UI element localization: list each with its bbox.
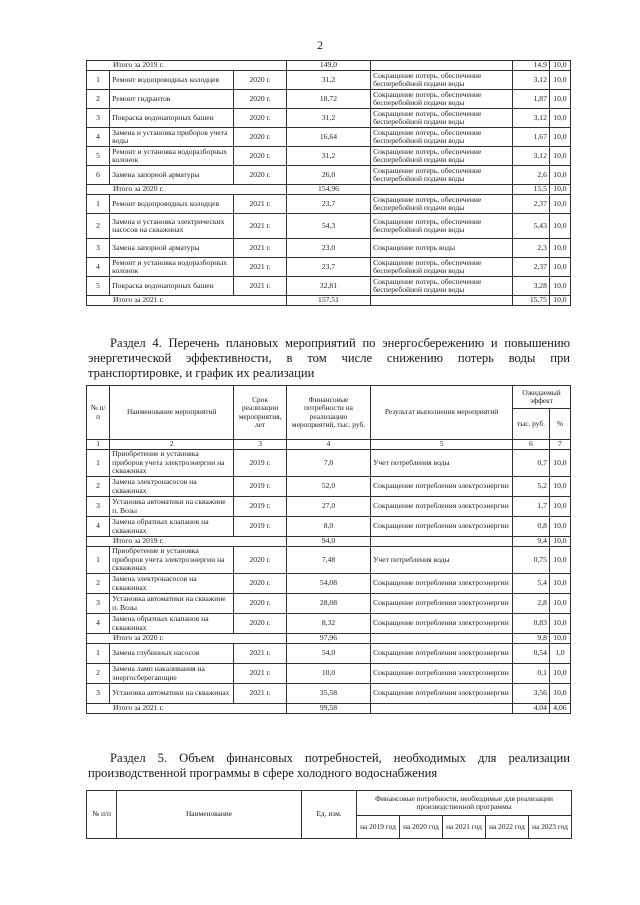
- effect-rub: 2,8: [513, 594, 550, 614]
- measure-cost: 31,2: [286, 71, 370, 90]
- measure-year: 2021 г.: [234, 195, 287, 214]
- row-number: 2: [87, 574, 110, 594]
- table-row: [87, 664, 571, 684]
- measure-result: Сокращение потерь, обеспечение бесперебойной подачи воды: [371, 166, 513, 185]
- header-effect-pct: %: [549, 409, 570, 440]
- row-number: 5: [87, 277, 110, 296]
- measure-year: 2021 г.: [234, 239, 287, 258]
- measure-cost: 31,2: [286, 109, 370, 128]
- total-result: [371, 185, 513, 195]
- measure-name: Ремонт и установка водоразборных колонок: [110, 147, 234, 166]
- measure-name: Установка автоматики на скважине п. Возы: [110, 497, 234, 517]
- effect-pct: 10,0: [549, 195, 570, 214]
- measure-name: Покраска водонапорных башен: [110, 277, 234, 296]
- column-number: 2: [110, 440, 234, 450]
- column-number: 4: [286, 440, 370, 450]
- measure-cost: 32,81: [286, 277, 370, 296]
- column-number: 6: [513, 440, 550, 450]
- column-number: 3: [234, 440, 287, 450]
- total-effect-pct: 10,0: [549, 634, 570, 644]
- row-number: 3: [87, 684, 110, 704]
- measure-name: Замена глубинных насосов: [110, 644, 234, 664]
- measure-cost: 54,3: [286, 214, 370, 239]
- measure-year: 2020 г.: [234, 109, 287, 128]
- measure-result: Сокращение потребления электроэнергии: [371, 574, 513, 594]
- effect-pct: 10,0: [549, 684, 570, 704]
- measure-name: Замена обратных клапанов на скважинах: [110, 614, 234, 634]
- effect-pct: 10,0: [549, 214, 570, 239]
- finance-header-name: Наименование: [117, 791, 302, 839]
- effect-pct: 10,0: [549, 450, 570, 477]
- effect-pct: 10,0: [549, 239, 570, 258]
- measure-cost: 26,0: [286, 166, 370, 185]
- finance-header-year-2023: на 2023 год: [529, 816, 572, 839]
- table-row: [87, 547, 571, 574]
- measure-name: Замена и установка электрических насосов на скважинах: [110, 214, 234, 239]
- measure-year: 2021 г.: [234, 664, 287, 684]
- measure-result: Сокращение потребления электроэнергии: [371, 477, 513, 497]
- row-number: 3: [87, 109, 110, 128]
- effect-rub: 0,1: [513, 664, 550, 684]
- row-number: 1: [87, 195, 110, 214]
- column-number: 1: [87, 440, 110, 450]
- row-number: 1: [87, 71, 110, 90]
- effect-rub: 2,37: [513, 195, 550, 214]
- row-number: 4: [87, 258, 110, 277]
- header-term: Срок реализации мероприятия, лет: [234, 386, 287, 440]
- measure-result: Сокращение потребления электроэнергии: [371, 497, 513, 517]
- total-result: [371, 61, 513, 71]
- table-row: [87, 195, 571, 214]
- measure-name: Замена электронасосов на скважинах: [110, 574, 234, 594]
- measure-name: Установка автоматики на скважине п. Возы: [110, 594, 234, 614]
- measure-year: 2020 г.: [234, 614, 287, 634]
- table-row: [87, 497, 571, 517]
- total-effect-pct: 4,06: [549, 704, 570, 714]
- measure-year: 2019 г.: [234, 517, 287, 537]
- measure-cost: 27,0: [286, 497, 370, 517]
- measure-name: Покраска водонапорных башен: [110, 109, 234, 128]
- measure-name: Ремонт и установка водоразборных колонок: [110, 258, 234, 277]
- finance-header-year-2019: на 2019 год: [357, 816, 400, 839]
- measure-result: Сокращение потерь, обеспечение бесперебойной подачи воды: [371, 214, 513, 239]
- effect-rub: 3,12: [513, 147, 550, 166]
- measure-year: 2020 г.: [234, 128, 287, 147]
- measure-cost: 23,0: [286, 239, 370, 258]
- effect-rub: 1,87: [513, 90, 550, 109]
- total-result: [371, 296, 513, 306]
- effect-pct: 10,0: [549, 614, 570, 634]
- table-row: [87, 614, 571, 634]
- row-number: 4: [87, 517, 110, 537]
- effect-rub: 0,8: [513, 517, 550, 537]
- row-number: 2: [87, 90, 110, 109]
- measures-table-body: [87, 61, 571, 306]
- row-number: 6: [87, 166, 110, 185]
- table-row: [87, 90, 571, 109]
- measure-result: Сокращение потерь воды: [371, 239, 513, 258]
- effect-rub: 3,12: [513, 109, 550, 128]
- total-cost: 94,0: [286, 537, 370, 547]
- measure-cost: 52,0: [286, 477, 370, 497]
- row-number: 2: [87, 214, 110, 239]
- effect-rub: 0,54: [513, 644, 550, 664]
- column-numbering-row: [87, 440, 571, 450]
- measure-cost: 8,32: [286, 614, 370, 634]
- measure-year: 2020 г.: [234, 90, 287, 109]
- finance-header-year-2022: на 2022 год: [486, 816, 529, 839]
- table-row: [87, 594, 571, 614]
- effect-pct: 10,0: [549, 90, 570, 109]
- total-row: [87, 537, 571, 547]
- measure-year: 2020 г.: [234, 166, 287, 185]
- effect-pct: 1,0: [549, 644, 570, 664]
- row-number: 5: [87, 147, 110, 166]
- table-row: [87, 71, 571, 90]
- measure-cost: 35,58: [286, 684, 370, 704]
- total-row: [87, 61, 571, 71]
- total-label: Итого за 2021 г.: [87, 704, 287, 714]
- measure-result: Сокращение потерь, обеспечение бесперебойной подачи воды: [371, 195, 513, 214]
- total-effect-rub: 15,75: [513, 296, 550, 306]
- total-cost: 149,0: [286, 61, 370, 71]
- total-label: Итого за 2019 г.: [87, 61, 287, 71]
- total-label: Итого за 2020 г.: [87, 634, 287, 644]
- header-name: Наименование мероприятий: [110, 386, 234, 440]
- effect-rub: 0,75: [513, 547, 550, 574]
- total-effect-rub: 15,5: [513, 185, 550, 195]
- effect-pct: 10,0: [549, 277, 570, 296]
- total-effect-rub: 9,4: [513, 537, 550, 547]
- finance-header-unit: Ед. изм.: [302, 791, 357, 839]
- measure-result: Сокращение потребления электроэнергии: [371, 594, 513, 614]
- measure-name: Замена электронасосов на скважинах: [110, 477, 234, 497]
- table-row: [87, 574, 571, 594]
- section-5-heading: Раздел 5. Объем финансовых потребностей, необходимых для реализации производственной программы в сфере холодного водоснабжения: [88, 751, 570, 780]
- measure-name: Приобретение и установка приборов учета электроэнергии на скважинах: [110, 450, 234, 477]
- measure-year: 2021 г.: [234, 258, 287, 277]
- total-effect-pct: 10,0: [549, 296, 570, 306]
- measure-year: 2019 г.: [234, 477, 287, 497]
- total-effect-pct: 10,0: [549, 61, 570, 71]
- total-result: [371, 634, 513, 644]
- measure-name: Замена запорной арматуры: [110, 239, 234, 258]
- effect-rub: 2,3: [513, 239, 550, 258]
- table-row: [87, 258, 571, 277]
- measure-name: Установка автоматики на скважинах: [110, 684, 234, 704]
- measure-name: Замена ламп накаливания на энергосберегающие: [110, 664, 234, 684]
- measure-result: Сокращение потерь, обеспечение бесперебойной подачи воды: [371, 147, 513, 166]
- measure-year: 2021 г.: [234, 214, 287, 239]
- measure-result: Сокращение потерь, обеспечение бесперебойной подачи воды: [371, 128, 513, 147]
- measure-cost: 18,72: [286, 90, 370, 109]
- total-result: [371, 704, 513, 714]
- row-number: 1: [87, 644, 110, 664]
- measure-year: 2020 г.: [234, 547, 287, 574]
- effect-rub: 3,56: [513, 684, 550, 704]
- effect-pct: 10,0: [549, 166, 570, 185]
- total-row: [87, 185, 571, 195]
- header-result: Результат выполнения мероприятий: [371, 386, 513, 440]
- table-row: [87, 239, 571, 258]
- total-effect-pct: 10,0: [549, 537, 570, 547]
- table-row: [87, 517, 571, 537]
- measure-result: Сокращение потребления электроэнергии: [371, 664, 513, 684]
- row-number: 3: [87, 497, 110, 517]
- effect-pct: 10,0: [549, 497, 570, 517]
- measure-result: Сокращение потерь, обеспечение бесперебойной подачи воды: [371, 90, 513, 109]
- measure-cost: 54,08: [286, 574, 370, 594]
- measure-result: Учет потребления воды: [371, 547, 513, 574]
- effect-pct: 10,0: [549, 517, 570, 537]
- measure-name: Ремонт водопроводных колодцев: [110, 71, 234, 90]
- total-effect-rub: 4,04: [513, 704, 550, 714]
- table-row: [87, 477, 571, 497]
- measure-result: Сокращение потерь, обеспечение бесперебойной подачи воды: [371, 277, 513, 296]
- finance-header-year-2021: на 2021 год: [443, 816, 486, 839]
- total-effect-rub: 14,9: [513, 61, 550, 71]
- effect-pct: 10,0: [549, 147, 570, 166]
- measure-name: Замена запорной арматуры: [110, 166, 234, 185]
- row-number: 4: [87, 128, 110, 147]
- total-cost: 154,96: [286, 185, 370, 195]
- measure-result: Сокращение потребления электроэнергии: [371, 517, 513, 537]
- row-number: 3: [87, 239, 110, 258]
- page-number: 2: [317, 38, 323, 52]
- measure-year: 2019 г.: [234, 497, 287, 517]
- table-row: [87, 147, 571, 166]
- measure-cost: 10,0: [286, 664, 370, 684]
- total-row: [87, 704, 571, 714]
- table-row: [87, 644, 571, 664]
- measure-result: Сокращение потерь, обеспечение бесперебойной подачи воды: [371, 258, 513, 277]
- total-row: [87, 634, 571, 644]
- measure-cost: 28,08: [286, 594, 370, 614]
- measure-result: Сокращение потребления электроэнергии: [371, 684, 513, 704]
- effect-pct: 10,0: [549, 128, 570, 147]
- effect-pct: 10,0: [549, 574, 570, 594]
- effect-rub: 5,4: [513, 574, 550, 594]
- measure-cost: 7,48: [286, 547, 370, 574]
- measure-result: Учет потребления воды: [371, 450, 513, 477]
- total-result: [371, 537, 513, 547]
- header-effect-rub: тыс. руб.: [513, 409, 550, 440]
- measure-cost: 8,0: [286, 517, 370, 537]
- effect-rub: 0,83: [513, 614, 550, 634]
- energy-table-body: [87, 450, 571, 714]
- row-number: 2: [87, 664, 110, 684]
- table-row: [87, 109, 571, 128]
- row-number: 1: [87, 450, 110, 477]
- total-cost: 97,96: [286, 634, 370, 644]
- effect-rub: 3,12: [513, 71, 550, 90]
- measure-year: 2020 г.: [234, 147, 287, 166]
- measures-table-continued: [86, 60, 571, 306]
- measure-result: Сокращение потерь, обеспечение бесперебойной подачи воды: [371, 71, 513, 90]
- finance-header-total: Финансовые потребности, необходимые для реализации производственной программы: [357, 791, 572, 816]
- effect-pct: 10,0: [549, 594, 570, 614]
- measure-result: Сокращение потребления электроэнергии: [371, 644, 513, 664]
- effect-rub: 0,7: [513, 450, 550, 477]
- section-4-heading: Раздел 4. Перечень плановых мероприятий по энергосбережению и повышению энергетической эффективности, в том числе снижению потерь воды при транспортировке, и график их реализации: [88, 336, 570, 380]
- row-number: 4: [87, 614, 110, 634]
- total-row: [87, 296, 571, 306]
- row-number: 2: [87, 477, 110, 497]
- effect-pct: 10,0: [549, 258, 570, 277]
- effect-pct: 10,0: [549, 547, 570, 574]
- table-row: [87, 277, 571, 296]
- effect-pct: 10,0: [549, 477, 570, 497]
- measure-name: Замена и установка приборов учета воды: [110, 128, 234, 147]
- measure-year: 2021 г.: [234, 277, 287, 296]
- table-row: [87, 684, 571, 704]
- effect-rub: 1,67: [513, 128, 550, 147]
- finance-header-no: № п/п: [87, 791, 117, 839]
- finance-header-year-2020: на 2020 год: [400, 816, 443, 839]
- row-number: 1: [87, 547, 110, 574]
- measure-name: Замена обратных клапанов на скважинах: [110, 517, 234, 537]
- measure-result: Сокращение потребления электроэнергии: [371, 614, 513, 634]
- header-finance: Финансовые потребности на реализацию мероприятий, тыс. руб.: [286, 386, 370, 440]
- measure-cost: 16,64: [286, 128, 370, 147]
- measure-year: 2020 г.: [234, 71, 287, 90]
- effect-pct: 10,0: [549, 109, 570, 128]
- column-number: 5: [371, 440, 513, 450]
- finance-table-header: [87, 791, 572, 839]
- effect-rub: 5,43: [513, 214, 550, 239]
- measure-cost: 23,7: [286, 195, 370, 214]
- table-row: [87, 128, 571, 147]
- measure-name: Ремонт гидрантов: [110, 90, 234, 109]
- header-effect: Ожидаемый эффект: [513, 386, 571, 409]
- measure-name: Приобретение и установка приборов учета электроэнергии на скважинах: [110, 547, 234, 574]
- energy-table-header: [87, 386, 571, 450]
- energy-measures-table: [86, 385, 571, 714]
- effect-pct: 10,0: [549, 664, 570, 684]
- finance-table: [86, 790, 572, 839]
- total-label: Итого за 2021 г.: [87, 296, 287, 306]
- measure-year: 2020 г.: [234, 574, 287, 594]
- total-effect-pct: 10,0: [549, 185, 570, 195]
- measure-cost: 54,0: [286, 644, 370, 664]
- total-cost: 99,58: [286, 704, 370, 714]
- effect-rub: 3,28: [513, 277, 550, 296]
- total-label: Итого за 2020 г.: [87, 185, 287, 195]
- effect-pct: 10,0: [549, 71, 570, 90]
- measure-cost: 23,7: [286, 258, 370, 277]
- table-row: [87, 214, 571, 239]
- effect-rub: 2,6: [513, 166, 550, 185]
- measure-year: 2021 г.: [234, 644, 287, 664]
- table-row: [87, 166, 571, 185]
- effect-rub: 5,2: [513, 477, 550, 497]
- effect-rub: 1,7: [513, 497, 550, 517]
- column-number: 7: [549, 440, 570, 450]
- row-number: 3: [87, 594, 110, 614]
- measure-name: Ремонт водопроводных колодцев: [110, 195, 234, 214]
- total-label: Итого за 2019 г.: [87, 537, 287, 547]
- measure-result: Сокращение потерь, обеспечение бесперебойной подачи воды: [371, 109, 513, 128]
- total-effect-rub: 9,8: [513, 634, 550, 644]
- effect-rub: 2,37: [513, 258, 550, 277]
- header-no: № п/п: [87, 386, 110, 440]
- table-row: [87, 450, 571, 477]
- measure-year: 2021 г.: [234, 684, 287, 704]
- measure-year: 2019 г.: [234, 450, 287, 477]
- measure-year: 2020 г.: [234, 594, 287, 614]
- measure-cost: 7,0: [286, 450, 370, 477]
- total-cost: 157,51: [286, 296, 370, 306]
- measure-cost: 31,2: [286, 147, 370, 166]
